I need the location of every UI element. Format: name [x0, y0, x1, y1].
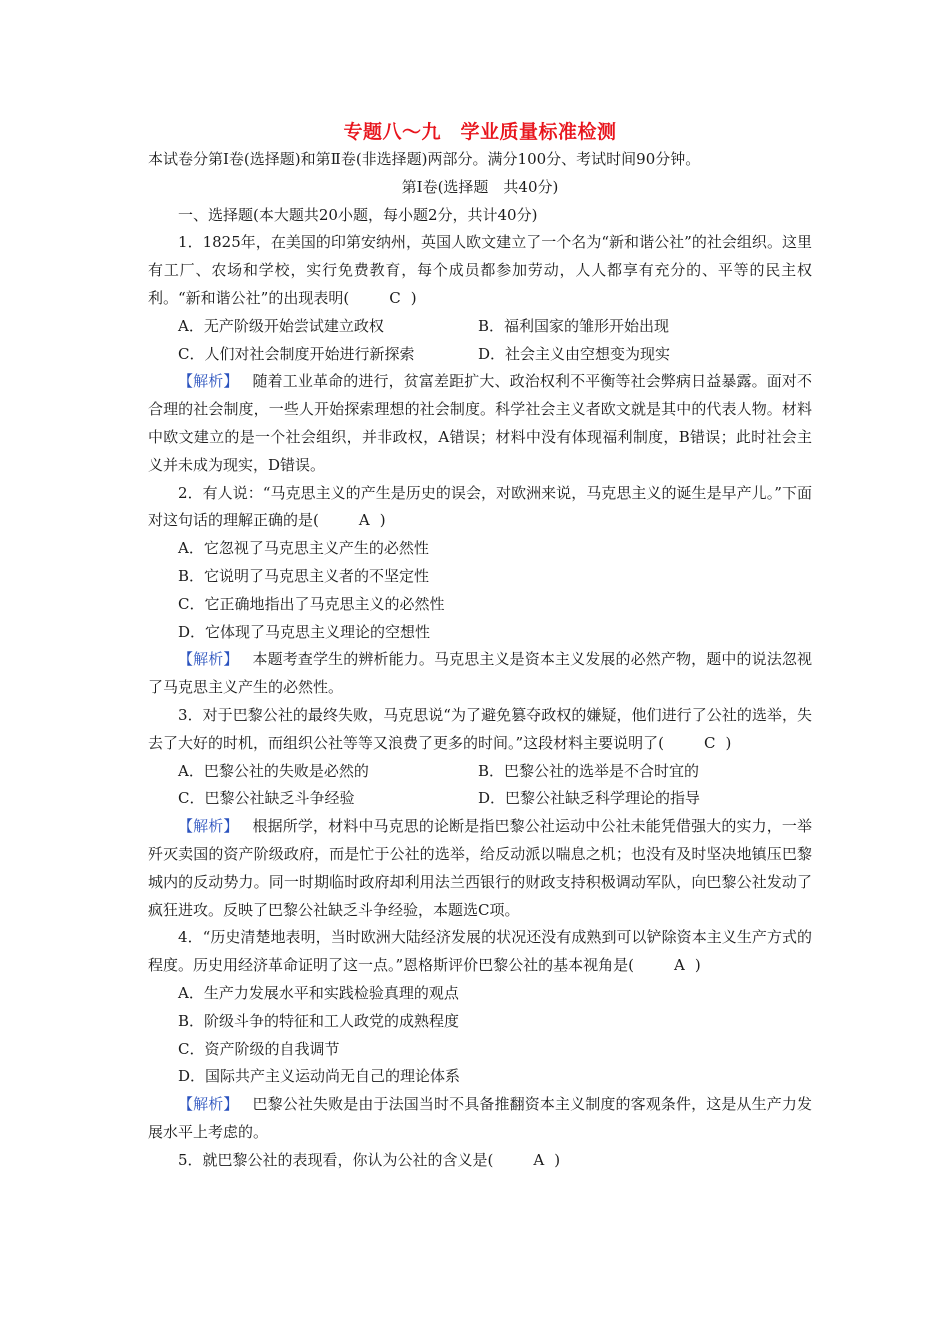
question-3-analysis	[148, 813, 812, 924]
question-4-stem	[148, 924, 812, 980]
question-3-stem-end: )	[725, 733, 732, 752]
analysis-label: 【解析】	[178, 372, 239, 391]
question-2-option-a: A．它忽视了马克思主义产生的必然性	[178, 539, 429, 558]
analysis-label: 【解析】	[178, 817, 239, 836]
question-4-option-d: D．国际共产主义运动尚无自己的理论体系	[178, 1067, 461, 1086]
question-2-analysis-text: 本题考查学生的辨析能力。马克思主义是资本主义发展的必然产物，题中的说法忽视了马克思主义产生的必然性。	[148, 650, 812, 697]
analysis-label: 【解析】	[178, 1095, 239, 1114]
question-2-stem	[148, 480, 812, 536]
question-3-options-row-2	[148, 785, 812, 813]
question-4-text: 4．“历史清楚地表明，当时欧洲大陆经济发展的状况还没有成熟到可以铲除资本主义生产方式的程度。历史用经济革命证明了这一点。”恩格斯评价巴黎公社的基本视角是(	[148, 928, 812, 975]
question-2-option-d: D．它体现了马克思主义理论的空想性	[178, 622, 431, 641]
analysis-label: 【解析】	[178, 650, 239, 669]
question-1-stem-end: )	[410, 288, 417, 307]
question-1-option-a: A．无产阶级开始尝试建立政权	[178, 316, 384, 335]
question-2-option-c: C．它正确地指出了马克思主义的必然性	[178, 594, 445, 613]
question-3-options-row-1	[148, 758, 812, 786]
question-5-stem-end: )	[554, 1150, 561, 1169]
question-5-answer: A	[533, 1150, 545, 1169]
question-3-option-b: B．巴黎公社的选举是不合时宜的	[478, 761, 700, 780]
question-2-stem-end: )	[379, 511, 386, 530]
question-2-text: 2．有人说：“马克思主义的产生是历史的误会，对欧洲来说，马克思主义的诞生是早产儿。”下面对这句话的理解正确的是(	[148, 483, 812, 530]
document-content	[148, 118, 812, 1174]
document-title: 专题八～九 学业质量标准检测	[343, 121, 617, 143]
question-3-stem	[148, 702, 812, 758]
question-3-answer: C	[704, 733, 716, 752]
question-1-option-d: D．社会主义由空想变为现实	[478, 344, 671, 363]
question-4-option-c: C．资产阶级的自我调节	[178, 1039, 340, 1058]
question-1-analysis-text: 随着工业革命的进行，贫富差距扩大、政治权利不平衡等社会弊病日益暴露。面对不合理的社会制度，一些人开始探索理想的社会制度。科学社会主义者欧文就是其中的代表人物。材料中欧文建立的是一个社会组织，并非政权，A错误；材料中没有体现福利制度，B错误；此时社会主义并未成为现实，D错误。	[148, 372, 812, 474]
question-1-option-c: C．人们对社会制度开始进行新探索	[178, 344, 415, 363]
question-1-option-b: B．福利国家的雏形开始出现	[478, 316, 670, 335]
question-2-answer: A	[358, 511, 370, 530]
question-4-stem-end: )	[694, 956, 701, 975]
part-one-title: 第Ⅰ卷(选择题 共40分)	[401, 177, 559, 196]
question-4-answer: A	[674, 956, 685, 975]
question-5-text: 5．就巴黎公社的表现看，你认为公社的含义是(	[178, 1150, 494, 1169]
question-2-option-b: B．它说明了马克思主义者的不坚定性	[178, 566, 430, 585]
question-4-option-b: B．阶级斗争的特征和工人政党的成熟程度	[178, 1011, 460, 1030]
section-one-heading: 一、选择题(本大题共20小题，每小题2分，共计40分)	[178, 205, 538, 224]
question-3-analysis-text: 根据所学，材料中马克思的论断是指巴黎公社运动中公社未能凭借强大的实力，一举歼灭卖国的资产阶级政府，而是忙于公社的选举，给反动派以喘息之机；也没有及时坚决地镇压巴黎城内的反动势力。同一时期临时政府却利用法兰西银行的财政支持积极调动军队，向巴黎公社发动了疯狂进攻。反映了巴黎公社缺乏斗争经验，本题选C项。	[148, 817, 812, 919]
question-1-options-row-1	[148, 313, 812, 341]
question-4-option-a: A．生产力发展水平和实践检验真理的观点	[178, 983, 459, 1002]
question-1-text: 1．1825年，在美国的印第安纳州，英国人欧文建立了一个名为“新和谐公社”的社会组织。这里有工厂、农场和学校，实行免费教育，每个成员都参加劳动，人人都享有充分的、平等的民主权利。“新和谐公社”的出现表明(	[148, 233, 812, 307]
question-1-analysis	[148, 368, 812, 479]
question-5-stem	[148, 1147, 812, 1175]
question-4-analysis-text: 巴黎公社失败是由于法国当时不具备推翻资本主义制度的客观条件，这是从生产力发展水平上考虑的。	[148, 1095, 812, 1141]
question-3-option-d: D．巴黎公社缺乏科学理论的指导	[478, 789, 701, 808]
question-3-option-c: C．巴黎公社缺乏斗争经验	[178, 789, 355, 808]
question-1-answer: C	[389, 288, 401, 307]
question-1-stem	[148, 229, 812, 312]
question-2-analysis	[148, 646, 812, 702]
question-1-options-row-2	[148, 341, 812, 369]
question-3-option-a: A．巴黎公社的失败是必然的	[178, 761, 369, 780]
question-3-text: 3．对于巴黎公社的最终失败，马克思说“为了避免篡夺政权的嫌疑，他们进行了公社的选举，失去了大好的时机，而组织公社等等又浪费了更多的时间。”这段材料主要说明了(	[148, 705, 812, 752]
question-4-analysis	[148, 1091, 812, 1147]
exam-intro: 本试卷分第Ⅰ卷(选择题)和第Ⅱ卷(非选择题)两部分。满分100分、考试时间90分钟。	[148, 150, 701, 168]
